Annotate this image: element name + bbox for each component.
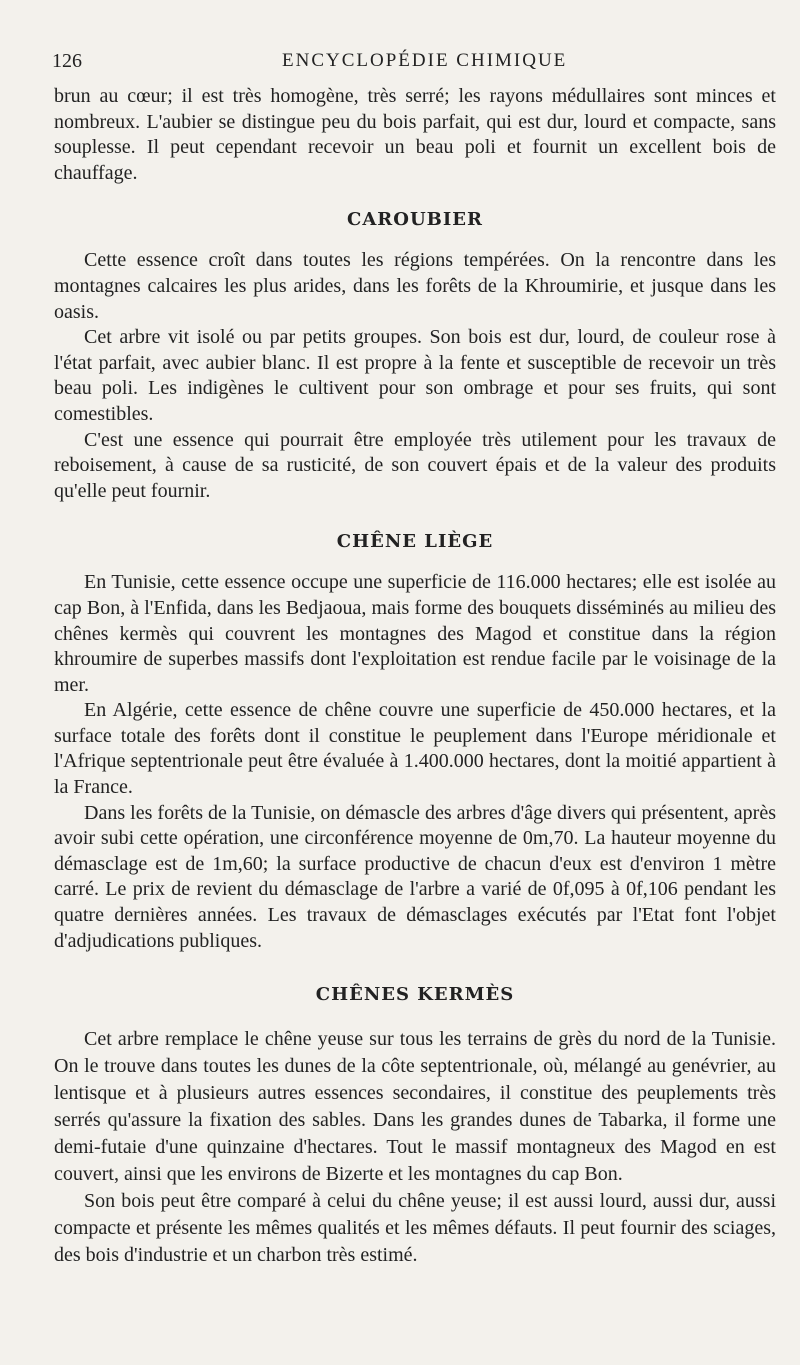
- body-text: [54, 84, 776, 1269]
- section-heading-chene-liege: CHÊNE LIÈGE: [336, 531, 494, 553]
- section-heading-caroubier: CAROUBIER: [347, 209, 483, 231]
- section-heading-chenes-kermes: CHÊNES KERMÈS: [315, 984, 515, 1006]
- chene-liege-paragraph-1: En Tunisie, cette essence occupe une superficie de 116.000 hectares; elle est isolée au cap Bon, à l'Enfida, dans les Bedjaoua, mais forme des bouquets disséminés au milieu des chênes kermès qui couvrent les montagnes des Magod et constitue dans la région khroumire de superbes massifs dont l'exploitation est rendue facile par le voisinage de la mer.: [54, 571, 776, 696]
- page-number: 126: [52, 50, 82, 72]
- caroubier-paragraph-2: Cet arbre vit isolé ou par petits groupes. Son bois est dur, lourd, de couleur rose à l'état parfait, avec aubier blanc. Il est propre à la fente et susceptible de recevoir un très beau poli. Les indigènes le cultivent pour son ombrage et pour ses fruits, qui sont comestibles.: [54, 326, 776, 425]
- caroubier-paragraph-1: Cette essence croît dans toutes les régions tempérées. On la rencontre dans les montagnes calcaires les plus arides, dans les forêts de la Khroumirie, et jusque dans les oasis.: [54, 249, 776, 323]
- chene-liege-paragraph-2: En Algérie, cette essence de chêne couvre une superficie de 450.000 hectares, et la surface totale des forêts dont il constitue le peuplement dans l'Europe méridionale et l'Afrique septentrionale peut être évaluée à 1.400.000 hectares, dont la moitié appartient à la France.: [54, 699, 776, 799]
- chene-liege-paragraph-3: Dans les forêts de la Tunisie, on démascle des arbres d'âge divers qui présentent, après avoir subi cette opération, une circonférence moyenne de 0m,70. La hauteur moyenne du démasclage est de 1m,60; la surface productive de chacun d'eux est d'environ 1 mètre carré. Le prix de revient du démasclage de l'arbre a varié de 0f,095 à 0f,106 pendant les quatre dernières années. Les travaux de démasclages exécutés par l'Etat font l'objet d'adjudications publiques.: [54, 801, 776, 952]
- chenes-kermes-paragraph-1: Cet arbre remplace le chêne yeuse sur tous les terrains de grès du nord de la Tunisie. On le trouve dans toutes les dunes de la côte septentrionale, où, mélangé au genévrier, au lentisque et à plusieurs autres essences secondaires, il constitue des peuplements très serrés qu'assure la fixation des sables. Dans les grandes dunes de Tabarka, il forme une demi-futaie d'une quinzaine d'hectares. Tout le massif montagneux des Magod en est couvert, ainsi que les environs de Bizerte et les montagnes du cap Bon.: [54, 1028, 776, 1186]
- chenes-kermes-section: [54, 1026, 776, 1269]
- intro-paragraph: brun au cœur; il est très homogène, très serré; les rayons médullaires sont minces et nombreux. L'aubier se distingue peu du bois parfait, qui est dur, lourd et compacte, sans souplesse. Il peut cependant recevoir un beau poli et fournit un excellent bois de chauffage.: [54, 85, 776, 184]
- running-head: [52, 44, 748, 74]
- chenes-kermes-paragraph-2: Son bois peut être comparé à celui du chêne yeuse; il est aussi lourd, aussi dur, aussi compacte et présente les mêmes qualités et les mêmes défauts. Il peut fournir des sciages, des bois d'industrie et un charbon très estimé.: [54, 1190, 776, 1267]
- running-title: ENCYCLOPÉDIE CHIMIQUE: [282, 50, 568, 71]
- caroubier-paragraph-3: C'est une essence qui pourrait être employée très utilement pour les travaux de reboisement, à cause de sa rusticité, de son couvert épais et de la valeur des produits qu'elle peut fournir.: [54, 428, 776, 502]
